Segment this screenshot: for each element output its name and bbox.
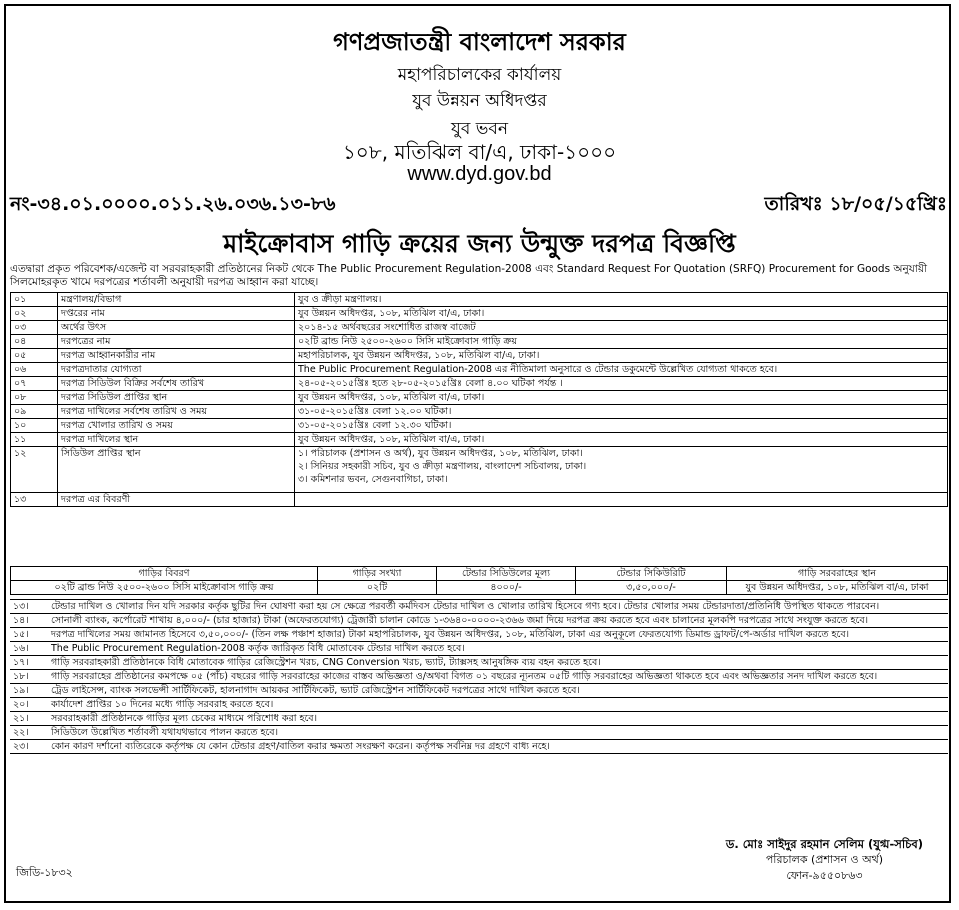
table-cell: ০২টি ব্রান্ড নিউ ২৫০০-২৬০০ সিসি মাইক্রোবাস গাড়ি ক্রয় — [11, 581, 318, 595]
row-value: যুব ও ক্রীড়া মন্ত্রণালয়। — [295, 293, 948, 307]
condition-item — [10, 740, 948, 754]
row-number: ০৬ — [11, 363, 58, 377]
condition-text: The Public Procurement Regulation-2008 কর্তৃক জারিকৃত বিধি মোতাবেক টেন্ডার দাখিল করতে হবে। — [48, 642, 948, 656]
table-row — [11, 447, 948, 493]
condition-text: কোন কারণ দর্শানো ব্যতিরেকে কর্তৃপক্ষ যে কোন টেন্ডার গ্রহণ/বাতিল করার ক্ষমতা সংরক্ষণ করেন। কর্তৃপক্ষ সর্বনিম্ন দর গ্রহণে বাধ্য নহে। — [48, 740, 948, 754]
address: ১০৮, মতিঝিল বা/এ, ঢাকা-১০০০ — [342, 140, 617, 164]
row-value: The Public Procurement Regulation-2008 এর নীতিমালা অনুসারে ও টেন্ডার ডকুমেন্টে উল্লেখিত যোগ্যতা থাকতে হবে। — [295, 363, 948, 377]
building-name: যুব ভবন — [451, 119, 508, 139]
details-table — [10, 292, 948, 507]
schedule-place-item: ১। পরিচালক (প্রশাসন ও অর্থ), যুব উন্নয়ন অধিদপ্তর, ১০৮, মতিঝিল, ঢাকা। — [298, 448, 583, 459]
gd-code: জিডি-১৮৩২ — [16, 866, 73, 879]
row-number: ১১ — [11, 433, 58, 447]
condition-item — [10, 712, 948, 726]
row-label: দরপত্র এর বিবরণী — [58, 493, 295, 507]
row-value: যুব উন্নয়ন অধিদপ্তর, ১০৮, মতিঝিল বা/এ, ঢাকা। — [295, 307, 948, 321]
website-link[interactable]: www.dyd.gov.bd — [407, 163, 552, 185]
row-label: দপ্তরের নাম — [58, 307, 295, 321]
row-label: দরপত্রের নাম — [58, 335, 295, 349]
row-label: দরপত্র আহ্বানকারীর নাম — [58, 349, 295, 363]
schedule-place-item: ২। সিনিয়র সহকারী সচিব, যুব ও ক্রীড়া মন্ত্রণালয়, বাংলাদেশ সচিবালয়, ঢাকা। — [298, 461, 587, 472]
table-row — [11, 293, 948, 307]
header-cell: টেন্ডার সিডিউলের মূল্য — [437, 567, 576, 581]
row-label: সিডিউল প্রাপ্তির স্থান — [58, 447, 295, 493]
header-cell: টেন্ডার সিকিউরিটি — [576, 567, 727, 581]
row-label: অর্থের উৎস — [58, 321, 295, 335]
condition-number: ১৬। — [10, 642, 48, 656]
condition-number: ১৫। — [10, 628, 48, 642]
row-number: ০৮ — [11, 391, 58, 405]
row-value — [295, 447, 948, 493]
memo-reference: নং-৩৪.০১.০০০০.০১১.২৬.০৩৬.১৩-৮৬ — [10, 193, 336, 215]
memo-date: তারিখঃ ১৮/০৫/১৫খ্রিঃ — [764, 193, 947, 215]
schedule-place-item: ৩। কমিশনার ভবন, সেগুনবাগিচা, ঢাকা। — [298, 474, 448, 485]
intro-paragraph: এতদ্বারা প্রকৃত পরিবেশক/এজেন্ট বা সরবরাহকারী প্রতিষ্ঠানের নিকট থেকে The Public Procurement Regulation-2008 এবং Standard Request For Quotation (SRFQ) Procurement for Goods অনুযায়ী সিলমোহরকৃত খামে দরপত্রের শর্তাবলী অনুযায়ী দরপত্র আহ্বান করা যাচ্ছে। — [10, 263, 928, 288]
signatory-designation: পরিচালক (প্রশাসন ও অর্থ) — [765, 853, 884, 866]
condition-item — [10, 628, 948, 642]
table-row — [11, 349, 948, 363]
table-cell: ৪০০০/- — [437, 581, 576, 595]
condition-number: ২৩। — [10, 740, 48, 754]
row-number: ০১ — [11, 293, 58, 307]
vehicle-table-header — [11, 567, 948, 581]
condition-item — [10, 642, 948, 656]
header-cell: গাড়ি সরবরাহের স্থান — [727, 567, 948, 581]
row-number: ১৩ — [11, 493, 58, 507]
row-number: ০৯ — [11, 405, 58, 419]
row-value: ০২টি ব্রান্ড নিউ ২৫০০-২৬০০ সিসি মাইক্রোবাস গাড়ি ক্রয় — [295, 335, 948, 349]
govt-title: গণপ্রজাতন্ত্রী বাংলাদেশ সরকার — [333, 28, 626, 56]
condition-item — [10, 614, 948, 628]
row-number: ০২ — [11, 307, 58, 321]
row-label: দরপত্র খোলার তারিখ ও সময় — [58, 419, 295, 433]
table-row — [11, 377, 948, 391]
row-value: ৩১-০৫-২০১৫খ্রিঃ বেলা ১২.০০ ঘটিকা। — [295, 405, 948, 419]
header-cell: গাড়ির সংখ্যা — [318, 567, 437, 581]
condition-text: কার্যাদেশ প্রাপ্তির ১০ দিনের মধ্যে গাড়ি সরবরাহ করতে হবে। — [48, 698, 948, 712]
table-cell: ০২টি — [318, 581, 437, 595]
condition-number: ১৯। — [10, 684, 48, 698]
condition-text: গাড়ি সরবরাহকারী প্রতিষ্ঠানকে বিধি মোতাবেক গাড়ির রেজিস্ট্রেশন খরচ, CNG Conversion খরচ, ভ্যাট, ট্যাক্সসহ আনুষঙ্গিক ব্যয় বহন করতে হবে। — [48, 656, 948, 670]
row-value: যুব উন্নয়ন অধিদপ্তর, ১০৮, মতিঝিল বা/এ, ঢাকা। — [295, 433, 948, 447]
vehicle-table-row — [11, 581, 948, 595]
condition-text: সরবরাহকারী প্রতিষ্ঠানকে গাড়ির মূল্য চেকের মাধ্যমে পরিশোধ করা হবে। — [48, 712, 948, 726]
table-row — [11, 321, 948, 335]
row-number: ১০ — [11, 419, 58, 433]
condition-text: গাড়ি সরবরাহের প্রতিষ্ঠানের কমপক্ষে ০৫ (পাঁচ) বছরের গাড়ি সরবরাহের কাজের বাস্তব অভিজ্ঞতা ও/অথবা বিগত ০১ বছরের ন্যূনতম ০৫টি গাড়ি সরবরাহের অভিজ্ঞতা থাকতে হবে এবং অভিজ্ঞতার সনদ দাখিল করতে হবে। — [48, 670, 948, 684]
condition-item — [10, 600, 948, 614]
table-row — [11, 391, 948, 405]
table-row — [11, 433, 948, 447]
table-row — [11, 363, 948, 377]
condition-number: ২২। — [10, 726, 48, 740]
table-row — [11, 405, 948, 419]
row-label: দরপত্র দাখিলের স্থান — [58, 433, 295, 447]
header-cell: গাড়ির বিবরণ — [11, 567, 318, 581]
condition-number: ১৭। — [10, 656, 48, 670]
condition-text: টেন্ডার দাখিল ও খোলার দিন যদি সরকার কর্তৃক ছুটির দিন ঘোষণা করা হয় সে ক্ষেত্রে পরবর্তী কর্মদিবস টেন্ডার দাখিল ও খোলার তারিখ হিসেবে গণ্য হবে। টেন্ডার খোলার সময় টেন্ডারদাতা/প্রতিনিধি উপস্থিত থাকতে পারবেন। — [48, 600, 948, 614]
department-name: যুব উন্নয়ন অধিদপ্তর — [412, 91, 547, 111]
condition-number: ২০। — [10, 698, 48, 712]
row-number: ০৫ — [11, 349, 58, 363]
row-number: ০৩ — [11, 321, 58, 335]
row-value: মহাপরিচালক, যুব উন্নয়ন অধিদপ্তর, ১০৮, মতিঝিল বা/এ, ঢাকা। — [295, 349, 948, 363]
office-name: মহাপরিচালকের কার্যালয় — [397, 65, 562, 85]
row-label: দরপত্রদাতার যোগ্যতা — [58, 363, 295, 377]
row-label: দরপত্র সিডিউল প্রাপ্তির স্থান — [58, 391, 295, 405]
table-cell: যুব উন্নয়ন অধিদপ্তর, ১০৮, মতিঝিল বা/এ, ঢাকা — [727, 581, 948, 595]
signatory-name: ড. মোঃ সাইদুর রহমান সেলিম (যুগ্ম-সচিব) — [725, 837, 923, 851]
table-row — [11, 307, 948, 321]
condition-item — [10, 698, 948, 712]
row-number: ১২ — [11, 447, 58, 493]
notice-title: মাইক্রোবাস গাড়ি ক্রয়ের জন্য উন্মুক্ত দরপত্র বিজ্ঞপ্তি — [223, 229, 736, 258]
row-label: দরপত্র সিডিউল বিক্রির সর্বশেষ তারিখ — [58, 377, 295, 391]
table-row — [11, 419, 948, 433]
condition-number: ২১। — [10, 712, 48, 726]
condition-text: সিডিউলে উল্লেখিত শর্তাবলী যথাযথভাবে পালন করতে হবে। — [48, 726, 948, 740]
row-number: ০৪ — [11, 335, 58, 349]
row-value: যুব উন্নয়ন অধিদপ্তর, ১০৮, মতিঝিল বা/এ, ঢাকা। — [295, 391, 948, 405]
row-value: ৩১-০৫-২০১৫খ্রিঃ বেলা ১২.৩০ ঘটিকা। — [295, 419, 948, 433]
condition-number: ১৮। — [10, 670, 48, 684]
row-value: ২০১৪-১৫ অর্থবছরের সংশোধিত রাজস্ব বাজেট — [295, 321, 948, 335]
table-row — [11, 493, 948, 507]
row-value: ২৪-০৫-২০১৫খ্রিঃ হতে ২৮-০৫-২০১৫খ্রিঃ বেলা ৪.০০ ঘটিকা পর্যন্ত । — [295, 377, 948, 391]
condition-item — [10, 670, 948, 684]
signatory-phone: ফোন-৯৫৫০৮৬৩ — [786, 869, 863, 882]
signature-block — [726, 836, 923, 884]
table-cell: ৩,৫০,০০০/- — [576, 581, 727, 595]
condition-text: ট্রেড লাইসেন্স, ব্যাংক সলভেন্সী সার্টিফিকেট, হালনাগাদ আয়কর সার্টিফিকেট, ভ্যাট রেজিস্ট্রেশন সার্টিফিকেট দরপত্রের সাথে দাখিল করতে হবে। — [48, 684, 948, 698]
row-number: ০৭ — [11, 377, 58, 391]
condition-item — [10, 656, 948, 670]
row-label: দরপত্র দাখিলের সর্বশেষ তারিখ ও সময় — [58, 405, 295, 419]
condition-text: দরপত্র দাখিলের সময় জামানত হিসেবে ৩,৫০,০০০/- (তিন লক্ষ পঞ্চাশ হাজার) টাকা মহাপরিচালক, যুব উন্নয়ন অধিদপ্তর, ১০৮, মতিঝিল, ঢাকা এর অনুকূলে ফেরতযোগ্য ডিমান্ড ড্রাফট/পে-অর্ডার দাখিল করতে হবে। — [48, 628, 948, 642]
condition-item — [10, 684, 948, 698]
condition-item — [10, 726, 948, 740]
condition-number: ১৩। — [10, 600, 48, 614]
row-label: মন্ত্রণালয়/বিভাগ — [58, 293, 295, 307]
conditions-list — [10, 599, 948, 754]
condition-text: সোনালী ব্যাংক, কর্পোরেট শাখায় ৪,০০০/- (চার হাজার) টাকা (অফেরতযোগ্য) ট্রেজারী চালান কোডে ১-৩৬৪০-০০০০-২৩৬৬ জমা দিয়ে দরপত্র ক্রয় করতে হবে এবং চালানের মূলকপি দরপত্রের সাথে সংযুক্ত করতে হবে। — [48, 614, 948, 628]
vehicle-table — [10, 566, 948, 595]
condition-number: ১৪। — [10, 614, 48, 628]
row-value — [295, 493, 948, 507]
table-row — [11, 335, 948, 349]
